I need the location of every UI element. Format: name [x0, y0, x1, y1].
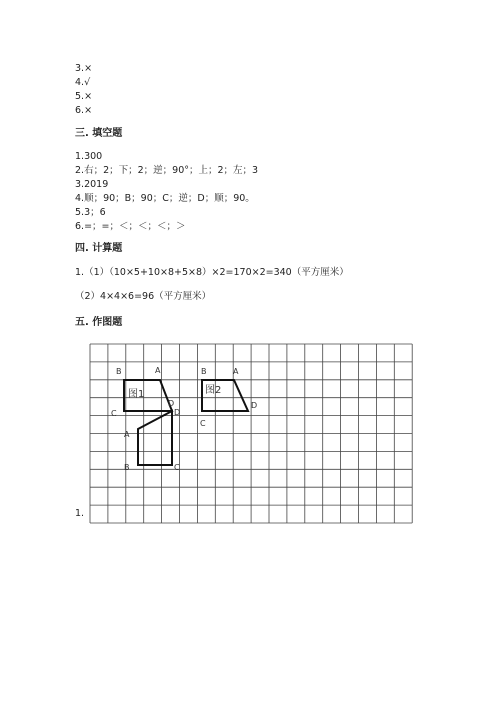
section-heading: 四. 计算题 — [75, 243, 123, 254]
point-label: B — [116, 367, 122, 376]
answer-line: 5.× — [75, 91, 93, 102]
answer-line: 6.× — [75, 105, 93, 116]
point-label: D — [251, 401, 258, 410]
point-label: D — [168, 399, 175, 408]
answer-line: 3.× — [75, 63, 93, 74]
answer-line: 2.右；2；下；2；逆；90°；上；2；左；3 — [75, 165, 259, 176]
point-label: C — [111, 409, 117, 418]
point-label: B — [201, 367, 207, 376]
figure-1-label: 图1 — [128, 389, 145, 400]
answer-line: 3.2019 — [75, 179, 109, 190]
answer-line: 1.300 — [75, 151, 103, 162]
answer-line: 1.（1）（10×5+10×8+5×8）×2=170×2=340（平方厘米） — [75, 267, 349, 278]
section-heading: 三. 填空题 — [75, 128, 123, 139]
answer-line: （2）4×4×6=96（平方厘米） — [75, 291, 212, 302]
point-label: C — [174, 463, 180, 472]
point-label: A — [155, 366, 161, 375]
point-label: A — [124, 430, 130, 439]
section-heading: 五. 作图题 — [75, 317, 123, 328]
point-label: D — [174, 408, 181, 417]
figure-2-label: 图2 — [205, 385, 222, 396]
answer-prefix: 1. — [75, 508, 85, 519]
point-label: C — [200, 419, 206, 428]
answer-line: 4.√ — [75, 77, 91, 88]
rotated-shape — [138, 411, 172, 465]
answer-line: 5.3；6 — [75, 207, 106, 218]
point-label: A — [233, 367, 239, 376]
answer-line: 4.顺；90；B；90；C；逆；D；顺；90。 — [75, 193, 255, 204]
answer-line: 6.=；=；＜；＜；＜；＞ — [75, 221, 186, 232]
point-label: B — [124, 463, 130, 472]
